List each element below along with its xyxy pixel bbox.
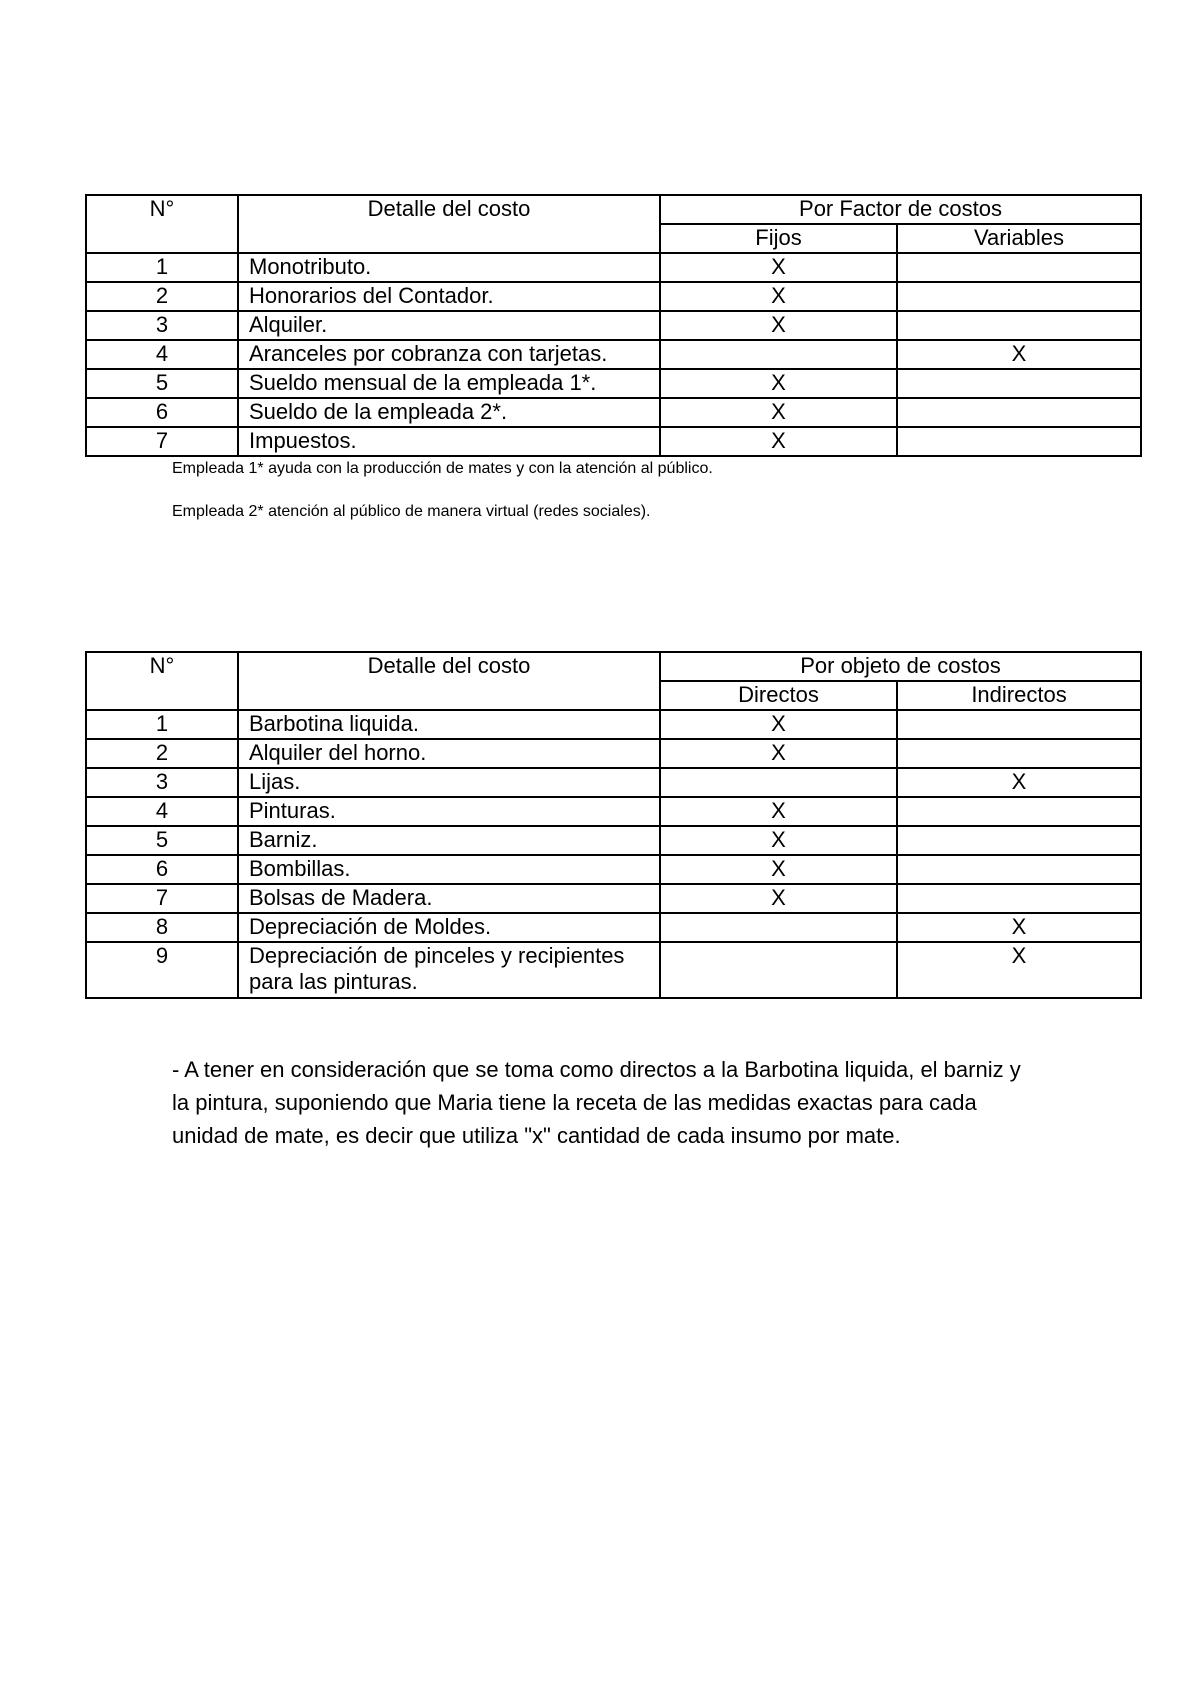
row-mark-indirect: X xyxy=(897,942,1141,998)
row-mark-variable xyxy=(897,282,1141,311)
row-detail: Sueldo de la empleada 2*. xyxy=(238,398,660,427)
row-mark-variable xyxy=(897,398,1141,427)
table-row xyxy=(86,855,1141,884)
footnote-employee-1: Empleada 1* ayuda con la producción de mates y con la atención al público. xyxy=(172,460,713,477)
row-number: 8 xyxy=(86,913,238,942)
row-mark-direct xyxy=(660,942,897,998)
table-row xyxy=(86,797,1141,826)
header-direct: Directos xyxy=(660,681,897,710)
footnote-employee-2: Empleada 2* atención al público de manera virtual (redes sociales). xyxy=(172,503,651,520)
row-detail: Impuestos. xyxy=(238,427,660,456)
row-mark-indirect xyxy=(897,884,1141,913)
header-fixed: Fijos xyxy=(660,224,897,253)
table-row xyxy=(86,282,1141,311)
row-detail: Pinturas. xyxy=(238,797,660,826)
row-mark-direct xyxy=(660,913,897,942)
row-detail: Depreciación de Moldes. xyxy=(238,913,660,942)
row-number: 7 xyxy=(86,884,238,913)
row-detail: Alquiler. xyxy=(238,311,660,340)
table-row xyxy=(86,710,1141,739)
table-row xyxy=(86,311,1141,340)
row-mark-direct xyxy=(660,768,897,797)
row-number: 1 xyxy=(86,253,238,282)
table-row xyxy=(86,253,1141,282)
table-row xyxy=(86,369,1141,398)
table-row xyxy=(86,739,1141,768)
header-indirect: Indirectos xyxy=(897,681,1141,710)
row-mark-fixed: X xyxy=(660,369,897,398)
row-mark-fixed: X xyxy=(660,282,897,311)
row-detail: Barbotina liquida. xyxy=(238,710,660,739)
row-mark-direct: X xyxy=(660,739,897,768)
row-number: 5 xyxy=(86,369,238,398)
header-variable: Variables xyxy=(897,224,1141,253)
row-detail: Honorarios del Contador. xyxy=(238,282,660,311)
row-mark-direct: X xyxy=(660,855,897,884)
row-mark-indirect xyxy=(897,826,1141,855)
row-number: 3 xyxy=(86,311,238,340)
table-row xyxy=(86,826,1141,855)
row-detail: Bolsas de Madera. xyxy=(238,884,660,913)
row-mark-indirect xyxy=(897,855,1141,884)
table-row xyxy=(86,913,1141,942)
row-mark-direct: X xyxy=(660,710,897,739)
header-number: N° xyxy=(86,652,238,710)
table-row xyxy=(86,884,1141,913)
row-mark-fixed: X xyxy=(660,398,897,427)
row-detail: Alquiler del horno. xyxy=(238,739,660,768)
row-detail: Lijas. xyxy=(238,768,660,797)
table-row xyxy=(86,942,1141,998)
header-detail: Detalle del costo xyxy=(238,195,660,253)
row-mark-indirect xyxy=(897,710,1141,739)
row-mark-fixed: X xyxy=(660,253,897,282)
row-mark-variable xyxy=(897,369,1141,398)
row-number: 5 xyxy=(86,826,238,855)
row-mark-direct: X xyxy=(660,826,897,855)
row-number: 2 xyxy=(86,739,238,768)
header-group: Por Factor de costos xyxy=(660,195,1141,224)
header-detail: Detalle del costo xyxy=(238,652,660,710)
table-row xyxy=(86,340,1141,369)
row-number: 9 xyxy=(86,942,238,998)
row-number: 6 xyxy=(86,855,238,884)
row-number: 3 xyxy=(86,768,238,797)
fixed-variable-cost-table xyxy=(85,194,1142,457)
row-number: 4 xyxy=(86,340,238,369)
row-number: 1 xyxy=(86,710,238,739)
row-detail: Monotributo. xyxy=(238,253,660,282)
row-mark-variable: X xyxy=(897,340,1141,369)
row-mark-fixed: X xyxy=(660,427,897,456)
row-detail: Bombillas. xyxy=(238,855,660,884)
row-mark-indirect: X xyxy=(897,768,1141,797)
table-row xyxy=(86,398,1141,427)
row-mark-variable xyxy=(897,253,1141,282)
row-detail: Barniz. xyxy=(238,826,660,855)
row-mark-variable xyxy=(897,427,1141,456)
row-mark-fixed xyxy=(660,340,897,369)
row-mark-indirect xyxy=(897,797,1141,826)
header-number: N° xyxy=(86,195,238,253)
row-mark-direct: X xyxy=(660,797,897,826)
direct-indirect-cost-table xyxy=(85,651,1142,999)
row-number: 2 xyxy=(86,282,238,311)
row-mark-indirect: X xyxy=(897,913,1141,942)
row-detail: Depreciación de pinceles y recipientes para las pinturas. xyxy=(238,942,660,998)
table-row xyxy=(86,768,1141,797)
row-number: 7 xyxy=(86,427,238,456)
row-detail: Sueldo mensual de la empleada 1*. xyxy=(238,369,660,398)
consideration-paragraph: - A tener en consideración que se toma como directos a la Barbotina liquida, el barniz y la pintura, suponiendo que Maria tiene la receta de las medidas exactas para cada unidad de mate, es decir que utiliza "x" cantidad de cada insumo por mate. xyxy=(172,1057,1021,1148)
row-detail: Aranceles por cobranza con tarjetas. xyxy=(238,340,660,369)
row-mark-indirect xyxy=(897,739,1141,768)
row-mark-direct: X xyxy=(660,884,897,913)
row-mark-variable xyxy=(897,311,1141,340)
header-group: Por objeto de costos xyxy=(660,652,1141,681)
row-mark-fixed: X xyxy=(660,311,897,340)
row-number: 6 xyxy=(86,398,238,427)
table-row xyxy=(86,427,1141,456)
row-number: 4 xyxy=(86,797,238,826)
